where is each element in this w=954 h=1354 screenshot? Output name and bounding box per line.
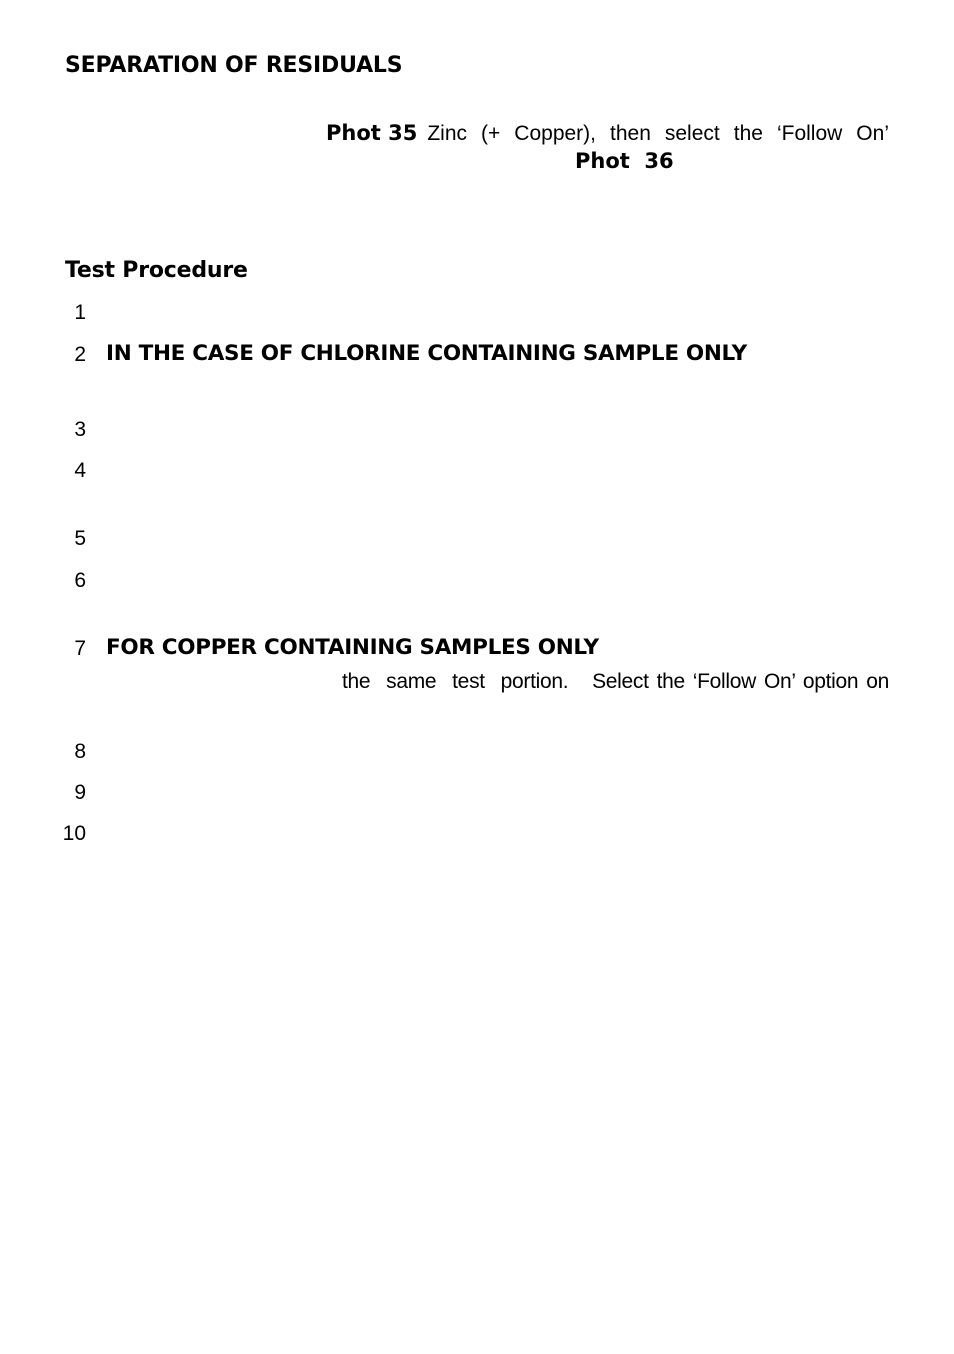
step-number-4: 4 bbox=[74, 459, 86, 482]
phot35-text: Zinc (+ Copper), then select the ‘Follow On’ bbox=[427, 122, 889, 145]
phot36-label: Phot 36 bbox=[575, 149, 674, 173]
document-title: SEPARATION OF RESIDUALS bbox=[65, 53, 403, 78]
step-number-2: 2 bbox=[74, 343, 86, 366]
step-number-1: 1 bbox=[74, 301, 86, 324]
step-number-8: 8 bbox=[74, 740, 86, 763]
phot35-label: Phot 35 bbox=[326, 121, 418, 145]
step-number-3: 3 bbox=[74, 418, 86, 441]
step-2-heading: IN THE CASE OF CHLORINE CONTAINING SAMPLE ONLY bbox=[106, 341, 747, 366]
section-title: Test Procedure bbox=[65, 258, 248, 283]
phot35-line bbox=[326, 123, 889, 144]
step-number-10: 10 bbox=[62, 822, 86, 845]
step-7-continuation: the same test portion. Select the ‘Follow On’ option on bbox=[342, 670, 889, 693]
step-number-5: 5 bbox=[74, 527, 86, 550]
step-number-6: 6 bbox=[74, 569, 86, 592]
step-number-7: 7 bbox=[74, 637, 86, 660]
step-7-heading: FOR COPPER CONTAINING SAMPLES ONLY bbox=[106, 635, 599, 660]
step-number-9: 9 bbox=[74, 781, 86, 804]
